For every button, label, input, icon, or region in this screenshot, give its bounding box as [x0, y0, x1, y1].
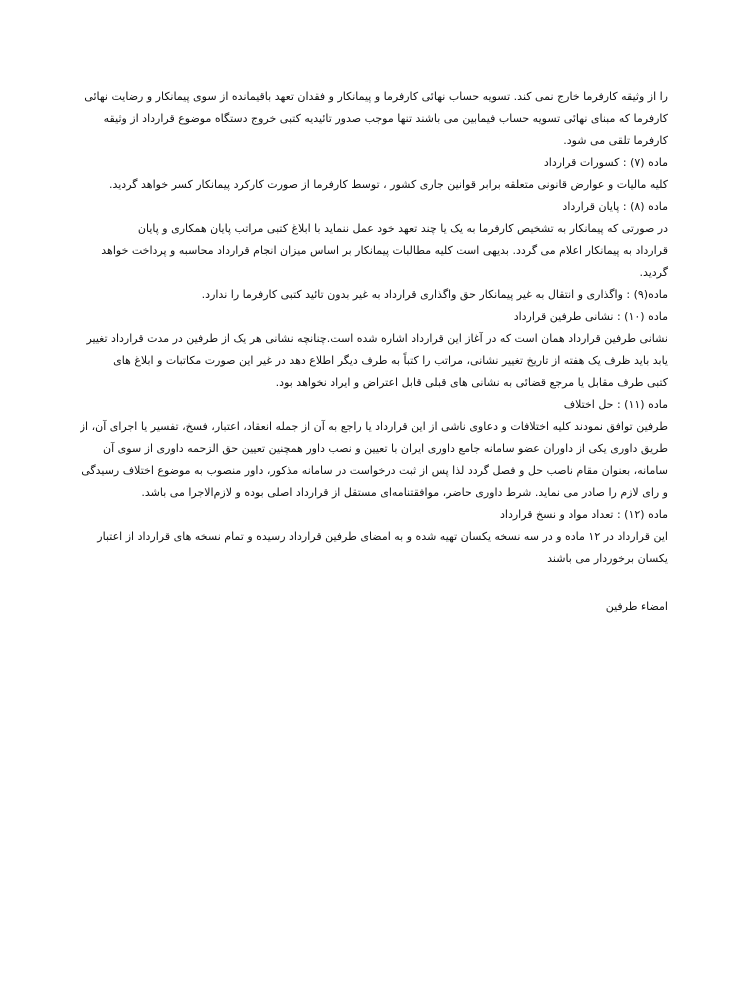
paragraph-line: کلیه مالیات و عوارض قانونی متعلقه برابر قوانین جاری کشور ، توسط کارفرما از صورت کارکرد پیمانکار کسر خواهد گردید. — [108, 178, 668, 191]
article-10-heading: ماده (۱۰) : نشانی طرفین قرارداد — [513, 310, 668, 323]
paragraph-line: و رای لازم را صادر می نماید. شرط داوری حاضر، موافقتنامه‌ای مستقل از قرارداد اصلی بوده و لازم‌الاجرا می باشد. — [141, 486, 668, 499]
document-page — [80, 86, 668, 618]
article-8-heading: ماده (۸) : پایان قرارداد — [562, 200, 668, 213]
signature-label: امضاء طرفین — [605, 600, 668, 613]
article-7-heading: ماده (۷) : کسورات قرارداد — [543, 156, 668, 169]
paragraph-line: یابد باید ظرف یک هفته از تاریخ تغییر نشانی، مراتب را کتباً به طرف دیگر اطلاع دهد در غیر این صورت مکاتبات و ابلاغ های — [113, 354, 668, 367]
article-11 — [80, 394, 668, 504]
paragraph-line: گردید. — [639, 266, 668, 279]
article-11-heading: ماده (۱۱) : حل اختلاف — [563, 398, 668, 411]
article-7 — [80, 152, 668, 196]
paragraph-line: نشانی طرفین قرارداد همان است که در آغاز این قرارداد اشاره شده است.چنانچه نشانی هر یک از طرفین در مدت قرارداد تغییر — [86, 332, 668, 345]
paragraph-line: طرفین توافق نمودند کلیه اختلافات و دعاوی ناشی از این قرارداد یا راجع به آن از جمله انعقاد، اعتبار، فسخ، تفسیر یا اجرای آن، از — [80, 420, 668, 433]
paragraph-line: را از وثیقه کارفرما خارج نمی کند. تسویه حساب نهائی کارفرما و پیمانکار و فقدان تعهد باقیمانده از سوی پیمانکار و رضایت نهائی — [84, 90, 668, 103]
article-12 — [80, 504, 668, 570]
paragraph-line: یکسان برخوردار می باشند — [547, 552, 668, 565]
article-10 — [80, 306, 668, 394]
article-8 — [80, 196, 668, 284]
paragraph-line: در صورتی که پیمانکار به تشخیص کارفرما به یک یا چند تعهد خود عمل ننماید با ابلاغ کتبی مراتب پایان همکاری و پایان — [137, 222, 668, 235]
intro-paragraph — [80, 86, 668, 152]
paragraph-line: سامانه، بعنوان مقام ناصب حل و فصل گردد لذا پس از ثبت درخواست در سامانه مذکور، داور منصوب به موضوع اختلاف رسیدگی — [81, 464, 668, 477]
paragraph-line: کارفرما که مبنای نهائی تسویه حساب فیمابین می باشند تنها موجب صدور تائیدیه کتبی خروج دستگاه موضوع قرارداد از وثیقه — [103, 112, 668, 125]
paragraph-line: این قرارداد در ۱۲ ماده و در سه نسخه یکسان تهیه شده و به امضای طرفین قرارداد رسیده و تمام نسخه های قرارداد از اعتبار — [97, 530, 668, 543]
paragraph-line: طریق داوری یکی از داوران عضو سامانه جامع داوری ایران با تعیین و نصب داور همچنین تعیین حق الزحمه داوری از سوی آن — [103, 442, 668, 455]
paragraph-line: کتبی طرف مقابل یا مرجع قضائی به نشانی های قبلی قابل اعتراض و ایراد نخواهد بود. — [275, 376, 668, 389]
paragraph-line: قرارداد به پیمانکار اعلام می گردد. بدیهی است کلیه مطالبات پیمانکار بر اساس میزان انجام قرارداد محاسبه و پرداخت خواهد — [101, 244, 668, 257]
article-12-heading: ماده (۱۲) : تعداد مواد و نسخ قرارداد — [500, 508, 668, 521]
article-9 — [80, 284, 668, 306]
paragraph-line: کارفرما تلقی می شود. — [563, 134, 668, 147]
article-9-text: ماده(۹) : واگذاری و انتقال به غیر پیمانکار حق واگذاری قرارداد به غیر بدون تائید کتبی کارفرما را ندارد. — [201, 288, 668, 301]
